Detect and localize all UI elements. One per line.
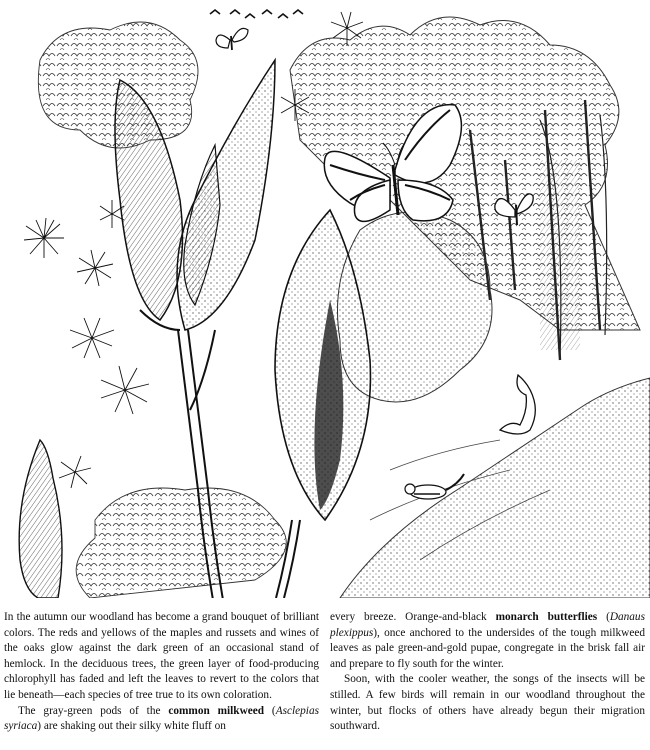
paragraph-monarch: every breeze. Orange-and-black monarch butterflies (Danaus plexippus), once anchored to the undersides of the tough milkweed leaves as pale green-and-gold pupae, congregate in the brisk fall air and prepare to fly south for the winter. <box>330 611 645 670</box>
text-column-right <box>330 610 645 735</box>
scientific-name-milkweed: Asclepias syriaca <box>4 704 319 733</box>
paragraph-milkweed: The gray-green pods of the common milkweed (Asclepias syriaca) are shaking out their silky white fluff on <box>4 704 319 733</box>
text-column-left <box>4 610 319 735</box>
paragraph-autumn-colors: In the autumn our woodland has become a grand bouquet of brilliant colors. The reds and yellows of the maples and russets and wines of the oaks glow against the dark green of an occasional stand of hemlock. In the deciduous trees, the green layer of food-producing chlorophyll has faded and left the leaves to revert to the colors that lie beneath—each species of tree true to its own coloration. <box>4 611 319 701</box>
term-monarch-butterflies: monarch butterflies <box>495 611 598 623</box>
paragraph-birds: Soon, with the cooler weather, the songs of the insects will be stilled. A few birds will remain in our woodland throughout the winter, but flocks of others have already begun their migration southward. <box>330 673 645 733</box>
article-text <box>4 610 646 746</box>
scientific-name-monarch: Danaus plexippus <box>330 611 645 639</box>
term-common-milkweed: common milkweed <box>168 704 265 717</box>
